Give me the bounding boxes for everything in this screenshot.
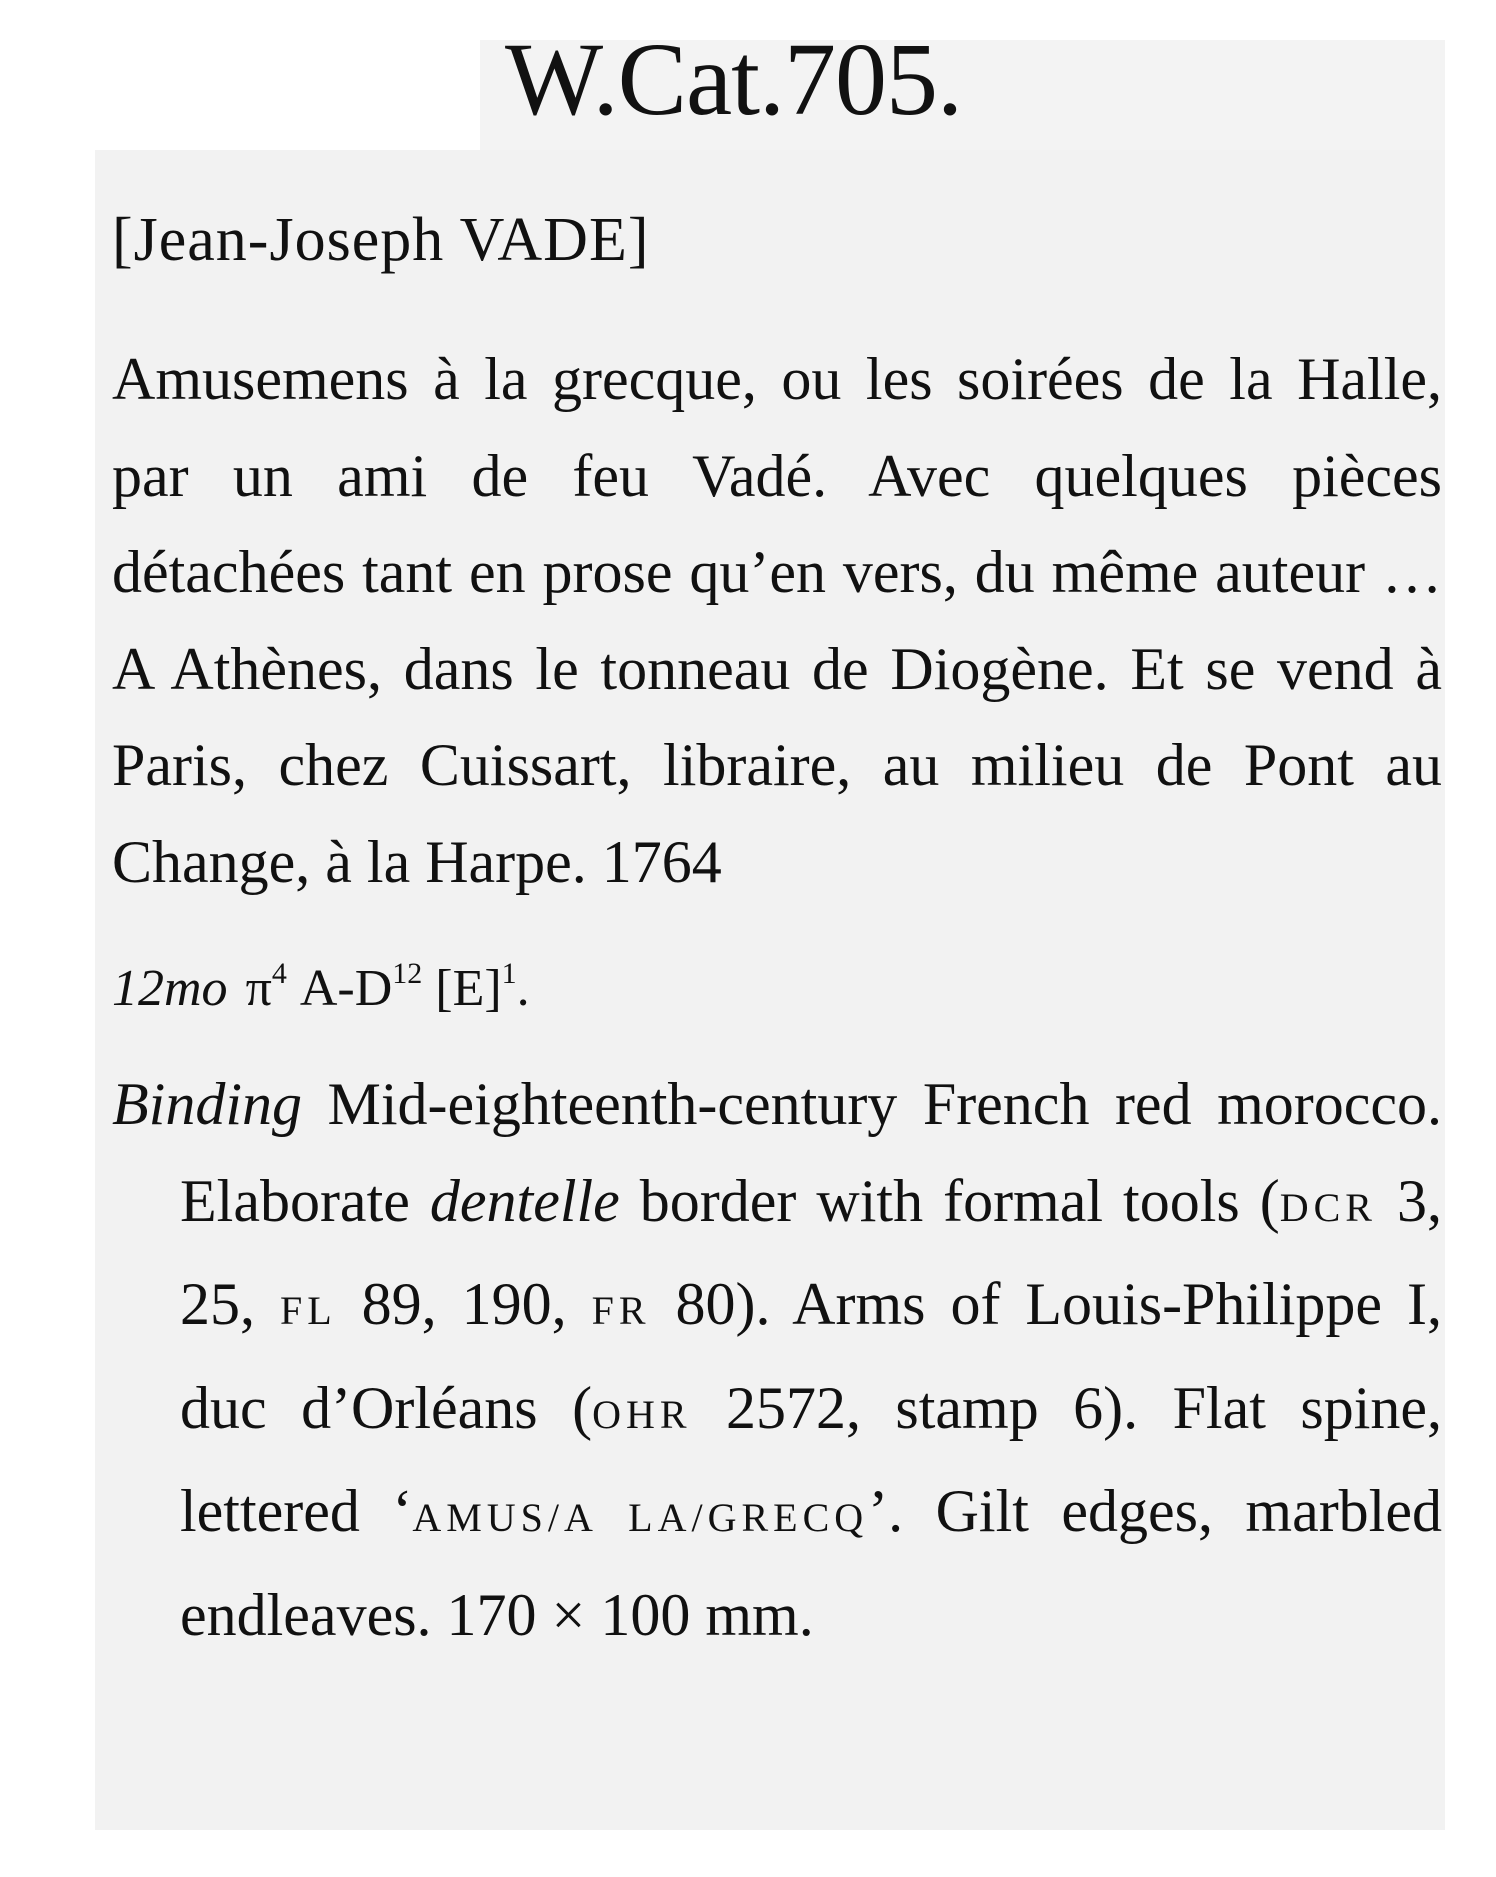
collation-pi: π [245,960,272,1017]
binding-text: ’. Gilt edges, marbled endleaves. 170 × 100 mm. [180,1478,1442,1648]
collation-formula [112,952,1442,1026]
spine-lettering: AMUS/A LA/GRECQ [412,1495,869,1540]
binding-text: 3, 25, [180,1167,1442,1337]
binding-text: 80). Arms of Louis-Philippe I, duc d’Orléans ( [180,1271,1443,1441]
binding-label: Binding [112,1071,302,1137]
binding-text: Mid-eighteenth-century French red morocco. Elaborate [180,1071,1442,1234]
page-margin-bottom [0,1830,1496,1877]
collation-pi-count: 4 [271,957,287,990]
binding-description [112,1056,1442,1663]
catalog-number: W.Cat.705. [505,22,963,137]
book-title: Amusemens à la grecque, ou les soirées de la Halle, par un ami de feu Vadé. Avec quelques pièces détachées tant en prose qu’en vers, du même auteur … A Athènes, dans le tonneau de Diogène. Et se vend à Paris, chez Cuissart, libraire, au milieu de Pont au Change, à la Harpe. 1764 [112,346,1442,895]
binding-text: 2572, stamp 6). Flat spine, lettered ‘ [180,1374,1442,1544]
binding-text: border with formal tools ( [619,1167,1280,1234]
collation-gatherings-count: 12 [392,957,423,990]
reference-dcr: DCR [1279,1184,1377,1230]
author-name: [Jean-Joseph VADE] [112,206,650,274]
binding-text: 89, 190, [336,1271,592,1337]
reference-fr: FR [591,1288,651,1333]
reference-fl: FL [279,1288,337,1333]
collation-gatherings: A-D [286,960,393,1017]
collation-final: [E] [422,960,502,1017]
catalog-entry [112,195,1442,1663]
collation-end: . [516,960,530,1017]
format: 12mo [112,960,228,1017]
collation-final-count: 1 [501,957,517,990]
binding-term-dentelle: dentelle [429,1167,620,1234]
page-margin-right [1445,0,1496,1877]
reference-ohr: OHR [592,1391,692,1437]
